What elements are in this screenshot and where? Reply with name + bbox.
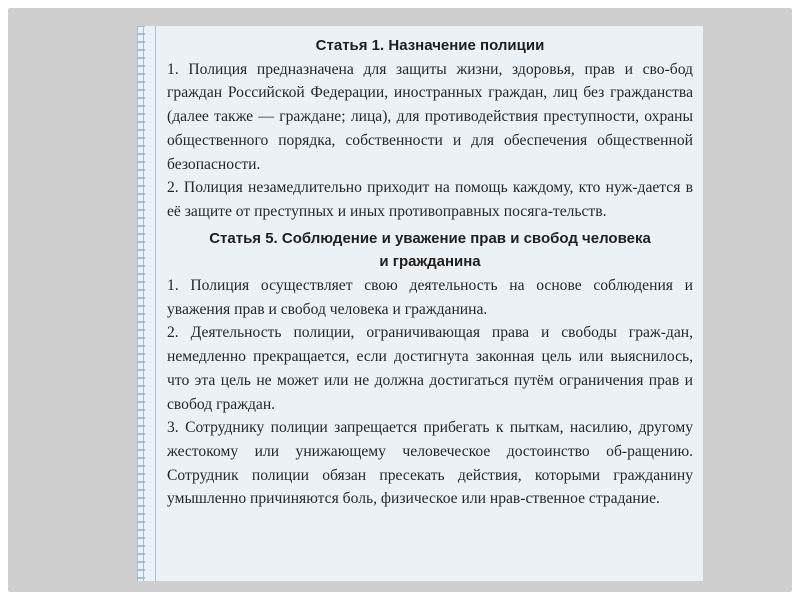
article-5-title-line-2: и гражданина bbox=[379, 253, 481, 271]
article-1-paragraph-1: 1. Полиция предназначена для защиты жизни, здоровья, прав и сво-бод граждан Российской Федерации, иностранных граждан, лиц без гражданства (далее также — граждане; лица), для противодействия преступности, охраны общественного порядка, собственности и для обеспечения общественной безопасности. bbox=[167, 60, 693, 173]
margin-rule-line bbox=[155, 26, 156, 581]
article-5-paragraph-1: 1. Полиция осуществляет свою деятельность на основе соблюдения и уважения прав и свобод человека и гражданина. bbox=[167, 277, 693, 318]
article-5-paragraph-3: 3. Сотруднику полиции запрещается прибегать к пыткам, насилию, другому жестокому или унижающему человеческое достоинство об-ращению. Сотрудник полиции обязан пресекать действия, которыми гражданину умышленно причиняются боль, физическое или нрав-ственное страдание. bbox=[167, 419, 693, 508]
article-5-paragraph-2: 2. Деятельность полиции, ограничивающая права и свободы граж-дан, немедленно прекращается, если достигнута законная цель или выяснилось, что эта цель не может или не должна достигаться путём ограничения прав и свобод граждан. bbox=[167, 324, 693, 413]
article-5-title-line-1: Статья 5. Соблюдение и уважение прав и свобод человека bbox=[209, 229, 651, 247]
slide-background bbox=[8, 8, 792, 592]
document-text bbox=[167, 34, 693, 511]
article-1-title: Статья 1. Назначение полиции bbox=[315, 37, 545, 54]
scanned-page bbox=[137, 26, 703, 581]
checkbox-margin-strip bbox=[137, 26, 153, 581]
article-1-paragraph-2: 2. Полиция незамедлительно приходит на помощь каждому, кто нуж-дается в её защите от преступных и иных противоправных посяга-тельств. bbox=[167, 179, 693, 220]
